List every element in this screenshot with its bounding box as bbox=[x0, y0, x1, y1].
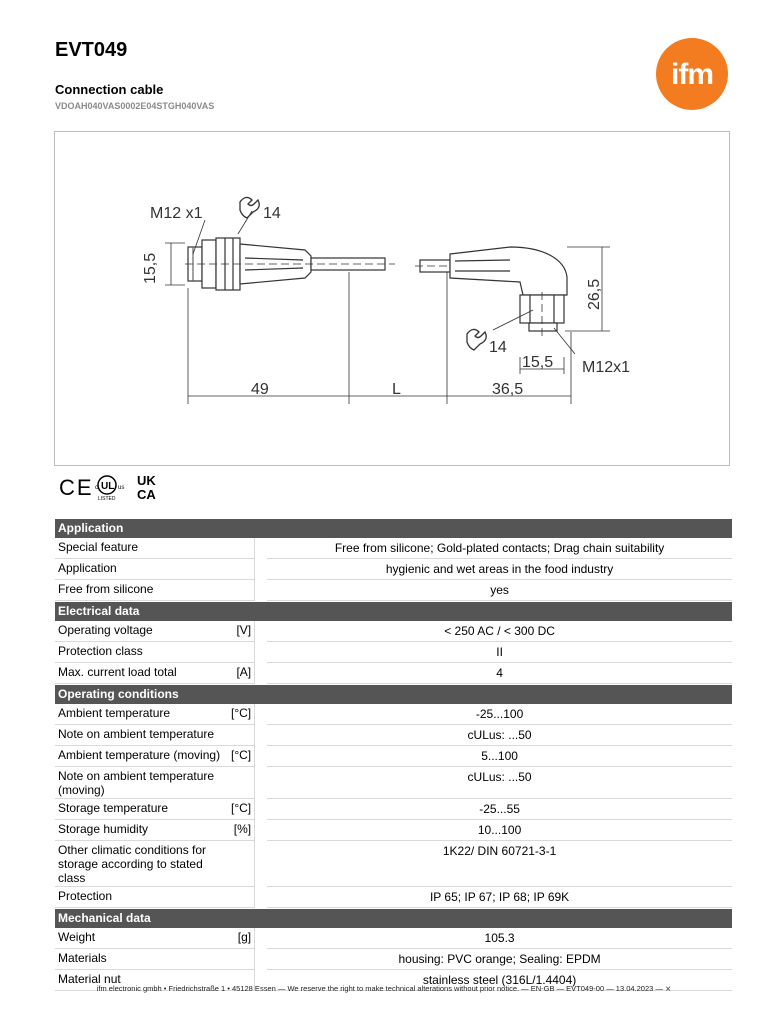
straight-connector-drawing bbox=[165, 211, 395, 290]
spec-gap bbox=[255, 949, 267, 970]
spec-label: Max. current load total bbox=[55, 663, 231, 684]
spec-unit bbox=[231, 887, 255, 908]
ifm-arrow-icon: ⨯ bbox=[665, 984, 672, 993]
spec-row bbox=[55, 841, 732, 887]
spec-gap bbox=[255, 621, 267, 642]
section-title: Electrical data bbox=[55, 601, 732, 621]
section-header bbox=[55, 518, 732, 538]
spec-label: Application bbox=[55, 559, 231, 580]
spec-value: hygienic and wet areas in the food industry bbox=[267, 559, 732, 580]
spec-row bbox=[55, 949, 732, 970]
right-height-label: 26,5 bbox=[586, 278, 603, 310]
spec-value: IP 65; IP 67; IP 68; IP 69K bbox=[267, 887, 732, 908]
spec-row bbox=[55, 642, 732, 663]
angled-connector-drawing bbox=[415, 247, 610, 374]
spec-gap bbox=[255, 799, 267, 820]
section-title: Operating conditions bbox=[55, 684, 732, 704]
spec-gap bbox=[255, 767, 267, 799]
ce-mark: CE bbox=[59, 475, 94, 500]
spec-label: Other climatic conditions for storage according to stated class bbox=[55, 841, 231, 887]
section-title: Mechanical data bbox=[55, 908, 732, 928]
ul-c-label: c bbox=[95, 485, 98, 491]
spec-value: 5...100 bbox=[267, 746, 732, 767]
spec-unit bbox=[231, 725, 255, 746]
spec-gap bbox=[255, 725, 267, 746]
left-length-label: 49 bbox=[251, 381, 269, 398]
ukca-bottom: CA bbox=[137, 487, 156, 502]
spec-value: -25...55 bbox=[267, 799, 732, 820]
spec-value: cULus: ...50 bbox=[267, 725, 732, 746]
spec-row bbox=[55, 767, 732, 799]
wrench-icon bbox=[240, 197, 259, 218]
left-height-label: 15,5 bbox=[142, 252, 159, 284]
spec-gap bbox=[255, 580, 267, 601]
spec-label: Ambient temperature (moving) bbox=[55, 746, 231, 767]
spec-value: yes bbox=[267, 580, 732, 601]
spec-row bbox=[55, 928, 732, 949]
spec-unit bbox=[231, 767, 255, 799]
spec-label: Storage humidity bbox=[55, 820, 231, 841]
spec-value: housing: PVC orange; Sealing: EPDM bbox=[267, 949, 732, 970]
wrench-icon bbox=[467, 329, 486, 350]
left-wrench-label: 14 bbox=[263, 205, 281, 222]
spec-row bbox=[55, 538, 732, 559]
ul-listed-label: LISTED bbox=[98, 496, 116, 502]
spec-gap bbox=[255, 663, 267, 684]
right-wrench-label: 14 bbox=[489, 339, 507, 356]
product-subtitle: Connection cable bbox=[55, 82, 164, 97]
spec-value: Free from silicone; Gold-plated contacts; Drag chain suitability bbox=[267, 538, 732, 559]
spec-label: Storage temperature bbox=[55, 799, 231, 820]
spec-label: Operating voltage bbox=[55, 621, 231, 642]
spec-row bbox=[55, 799, 732, 820]
spec-value: II bbox=[267, 642, 732, 663]
spec-row bbox=[55, 887, 732, 908]
spec-gap bbox=[255, 642, 267, 663]
spec-unit bbox=[231, 580, 255, 601]
spec-value: 10...100 bbox=[267, 820, 732, 841]
spec-row bbox=[55, 746, 732, 767]
spec-label: Note on ambient temperature (moving) bbox=[55, 767, 231, 799]
ifm-logo bbox=[655, 38, 729, 110]
spec-gap bbox=[255, 887, 267, 908]
ul-us-label: us bbox=[118, 485, 125, 491]
certification-marks bbox=[57, 471, 169, 503]
spec-value: cULus: ...50 bbox=[267, 767, 732, 799]
article-code: VDOAH040VAS0002E04STGH040VAS bbox=[55, 101, 215, 111]
spec-gap bbox=[255, 820, 267, 841]
spec-unit: [%] bbox=[231, 820, 255, 841]
page-footer bbox=[0, 984, 768, 993]
ul-label: UL bbox=[101, 481, 115, 492]
spec-value: -25...100 bbox=[267, 704, 732, 725]
section-header bbox=[55, 908, 732, 928]
footer-text: ifm electronic gmbh • Friedrichstraße 1 • 45128 Essen — We reserve the right to make technical alterations without prior notice. — EN-GB — EVT049-00 — 13.04.2023 — bbox=[96, 984, 663, 993]
right-width-label: 15,5 bbox=[522, 354, 554, 371]
spec-label: Weight bbox=[55, 928, 231, 949]
spec-gap bbox=[255, 928, 267, 949]
product-title: EVT049 bbox=[55, 39, 128, 61]
section-header bbox=[55, 601, 732, 621]
spec-row bbox=[55, 621, 732, 642]
spec-label: Special feature bbox=[55, 538, 231, 559]
spec-row bbox=[55, 725, 732, 746]
spec-gap bbox=[255, 538, 267, 559]
spec-row bbox=[55, 663, 732, 684]
spec-unit bbox=[231, 841, 255, 887]
spec-gap bbox=[255, 704, 267, 725]
section-header bbox=[55, 684, 732, 704]
spec-unit bbox=[231, 538, 255, 559]
spec-label: Protection bbox=[55, 887, 231, 908]
spec-value: 105.3 bbox=[267, 928, 732, 949]
spec-unit: [°C] bbox=[231, 704, 255, 725]
spec-gap bbox=[255, 559, 267, 580]
spec-row bbox=[55, 704, 732, 725]
spec-unit bbox=[231, 642, 255, 663]
section-title: Application bbox=[55, 518, 732, 538]
cable-length-label: L bbox=[392, 381, 401, 398]
spec-value: < 250 AC / < 300 DC bbox=[267, 621, 732, 642]
spec-label: Materials bbox=[55, 949, 231, 970]
spec-label: Ambient temperature bbox=[55, 704, 231, 725]
spec-row bbox=[55, 580, 732, 601]
spec-value: stainless steel (316L/1.4404) bbox=[267, 970, 732, 991]
right-length-label: 36,5 bbox=[492, 381, 524, 398]
spec-label: Free from silicone bbox=[55, 580, 231, 601]
spec-unit: [A] bbox=[231, 663, 255, 684]
left-thread-label: M12 x1 bbox=[150, 205, 203, 222]
dimension-drawing bbox=[54, 131, 730, 466]
spec-value: 1K22/ DIN 60721-3-1 bbox=[267, 841, 732, 887]
spec-unit: [°C] bbox=[231, 799, 255, 820]
spec-gap bbox=[255, 841, 267, 887]
spec-label: Protection class bbox=[55, 642, 231, 663]
spec-unit: [°C] bbox=[231, 746, 255, 767]
spec-label: Note on ambient temperature bbox=[55, 725, 231, 746]
logo-text: ifm bbox=[671, 58, 713, 91]
spec-unit bbox=[231, 949, 255, 970]
ukca-top: UK bbox=[137, 473, 156, 488]
specification-table bbox=[55, 518, 732, 991]
spec-unit bbox=[231, 559, 255, 580]
spec-unit: [g] bbox=[231, 928, 255, 949]
spec-unit: [V] bbox=[231, 621, 255, 642]
spec-label: Material nut bbox=[55, 970, 231, 991]
right-thread-label: M12x1 bbox=[582, 359, 631, 376]
spec-value: 4 bbox=[267, 663, 732, 684]
spec-row bbox=[55, 559, 732, 580]
spec-gap bbox=[255, 746, 267, 767]
spec-row bbox=[55, 820, 732, 841]
